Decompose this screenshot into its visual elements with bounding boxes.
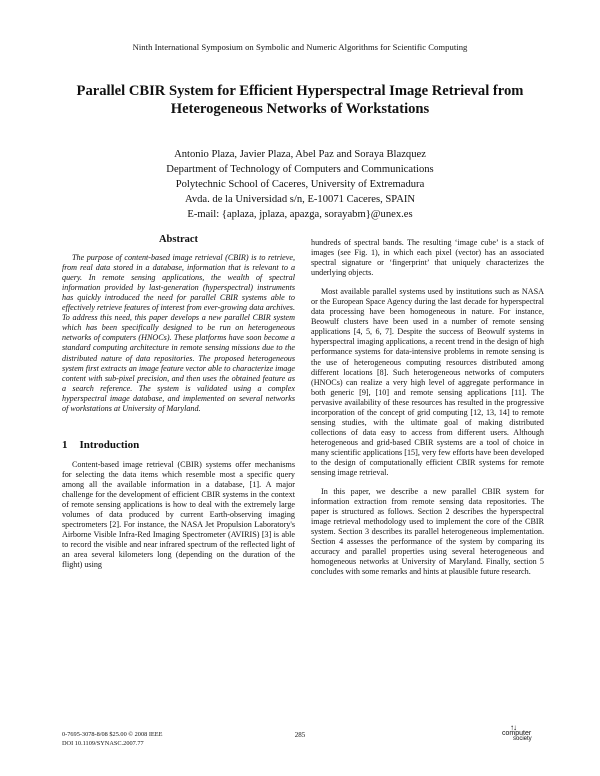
author-department: Department of Technology of Computers and Communications [166, 164, 434, 175]
intro-paragraph-continued: hundreds of spectral bands. The resulting ‘image cube’ is a stack of images (see Fig. 1), in which each pixel (vector) has an associated spectral signature or ‘fingerprint’ that uniquely characterizes the underlying objects. [311, 238, 544, 278]
logo-line-1: computer [502, 730, 532, 737]
abstract-text: The purpose of content-based image retrieval (CBIR) is to retrieve, from real data stored in a database, information that is relevant to a query. In remote sensing applications, the wealth of spectral information provided by last-generation (hyperspectral) instruments has quickly introduced the need for parallel CBIR systems able to effectively retrieve features of interest from ever-growing data archives. To address this need, this paper develops a new parallel CBIR system which has been specifically designed to be run on heterogeneous networks of computers (HNOCs). These platforms have soon become a standard computing architecture in remote sensing missions due to the distributed nature of data repositories. The proposed heterogeneous system first extracts an image feature vector able to characterize image content with sub-pixel precision, and then uses the obtained feature as a search reference. The system is validated using a complex hyperspectral image database, and implemented on several networks of workstations at University of Maryland. [62, 253, 295, 413]
paper-title [40, 82, 560, 118]
page-number: 285 [294, 731, 306, 739]
computer-society-logo [494, 724, 542, 746]
author-school: Polytechnic School of Caceres, University of Extremadura [175, 179, 425, 190]
intro-paragraph-1: Content-based image retrieval (CBIR) systems offer mechanisms for selecting the data items which resemble most a specific query among all the available information in a database, [1]. A major challenge for the development of efficient CBIR systems in the context of remote sensing applications is how to deal with the extremely large volumes of data produced by current Earth-observing imaging spectrometers [2]. For instance, the NASA Jet Propulsion Laboratory's Airborne Visible Infra-Red Imaging Spectrometer (AVIRIS) [3] is able to record the visible and near infrared spectrum of the reflected light of an area several kilometers long (depending on the duration of the flight) using [62, 459, 295, 570]
footer-doi: DOI 10.1109/SYNASC.2007.77 [62, 739, 144, 747]
author-email: E-mail: {aplaza, jplaza, apazga, sorayabm}@unex.es [187, 209, 413, 220]
footer-isbn: 0-7695-3078-8/08 $25.00 © 2008 IEEE [62, 731, 163, 738]
author-block [0, 147, 600, 222]
title-line-1: Parallel CBIR System for Efficient Hyperspectral Image Retrieval from [76, 83, 524, 99]
right-column [311, 238, 544, 587]
author-names: Antonio Plaza, Javier Plaza, Abel Paz and Soraya Blazquez [174, 149, 426, 160]
conference-header: Ninth International Symposium on Symbolic and Numeric Algorithms for Scientific Computing [132, 42, 468, 52]
abstract-heading: Abstract [158, 234, 199, 245]
logo-line-2: society [513, 736, 532, 742]
author-address: Avda. de la Universidad s/n, E-10071 Caceres, SPAIN [184, 194, 416, 205]
introduction-heading [62, 440, 295, 450]
intro-paragraph-3: In this paper, we describe a new parallel CBIR system for information extraction from remote sensing data repositories. The paper is structured as follows. Section 2 describes the hyperspectral image retrieval methodology used to implement the core of the CBIR system. Section 3 describes its parallel heterogeneous implementation. Section 4 assesses the performance of the system by comparing its accuracy and parallel properties using several heterogeneous and homogeneous networks at University of Maryland. Finally, section 5 concludes with some remarks and hints at plausible future research. [311, 487, 544, 577]
logo-mark-icon: ↑↓ [510, 723, 516, 732]
section-title: Introduction [79, 438, 140, 451]
intro-paragraph-2: Most available parallel systems used by institutions such as NASA or the European Space Agency during the last decade for hyperspectral data processing have been homogeneous in nature. For instance, Beowulf clusters have been used in a number of remote sensing applications [4, 5, 6, 7]. Despite the success of Beowulf systems in hyperspectral imaging applications, a recent trend in the design of high performance systems for data-intensive problems in remote sensing is the use of heterogeneous computing resources distributed among different locations [8]. Such heterogeneous networks of computers (HNOCs) can realize a very high level of aggregate performance in both generic [9], [10] and remote sensing applications [11]. The pervasive availability of these resources has resulted in the progressive incorporation of the concept of grid computing [12, 13, 14] to remote sensing studies, with the ultimate goal of making distributed collections of data easy to access from different users. Although heterogeneous and grid-based CBIR systems are a tool of choice in many scientific applications [15], very few efforts have been developed to the design of computationally efficient CBIR systems for remote sensing image retrieval. [311, 287, 544, 478]
title-line-2: Heterogeneous Networks of Workstations [170, 101, 430, 117]
left-column [62, 235, 295, 579]
section-number: 1 [62, 438, 68, 451]
